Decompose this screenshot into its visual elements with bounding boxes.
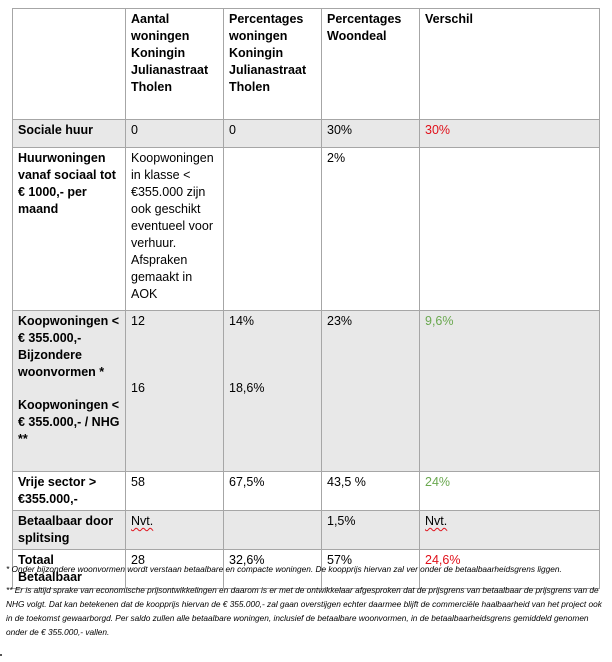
cell-pct-tholen-b: 18,6%	[229, 381, 265, 395]
cell-aantal: 58	[126, 472, 224, 511]
row-label	[13, 311, 126, 472]
cell-pct-tholen	[224, 148, 322, 311]
cell-aantal-b: 16	[131, 381, 145, 395]
header-percentages-woondeal: Percentages Woondeal	[322, 9, 420, 120]
cell-pct-woondeal: 1,5%	[322, 511, 420, 550]
row-label: Sociale huur	[13, 120, 126, 148]
housing-comparison-table	[12, 8, 600, 589]
row-label: Vrije sector > €355.000,-	[13, 472, 126, 511]
row-label: Huurwoningen vanaf sociaal tot € 1000,- per maand	[13, 148, 126, 311]
row-label: Betaalbaar door splitsing	[13, 511, 126, 550]
cell-verschil: 9,6%	[420, 311, 600, 472]
table-row-koopwoningen	[13, 311, 600, 472]
nvt-text: Nvt.	[425, 514, 448, 528]
cell-aantal: 28	[126, 550, 224, 589]
header-cell-empty	[13, 9, 126, 120]
table-row-vrije-sector	[13, 472, 600, 511]
cell-verschil	[420, 511, 600, 550]
cell-pct-woondeal: 23%	[322, 311, 420, 472]
cell-verschil: 30%	[420, 120, 600, 148]
row-label-bijzondere-woonvormen: Koopwoningen < € 355.000,- Bijzondere woonvormen *	[18, 314, 120, 379]
footnotes	[6, 562, 610, 639]
cell-pct-woondeal: 57%	[322, 550, 420, 589]
cell-pct-tholen: 67,5%	[224, 472, 322, 511]
cell-pct-tholen-a: 14%	[229, 314, 255, 328]
cell-aantal: Koopwoningen in klasse < €355.000 zijn ook geschikt eventueel voor verhuur. Afspraken gemaakt in AOK	[126, 148, 224, 311]
cell-pct-woondeal: 43,5 %	[322, 472, 420, 511]
cell-aantal	[126, 511, 224, 550]
cell-pct-woondeal: 30%	[322, 120, 420, 148]
header-aantal-woningen: Aantal woningen Koningin Julianastraat Tholen	[126, 9, 224, 120]
footnote-bijzondere-woonvormen: * Onder bijzondere woonvormen wordt verstaan betaalbare en compacte woningen. De koopprijs hiervan zal ver onder de betaalbaarheidsgrens liggen.	[6, 564, 562, 574]
table-row-sociale-huur	[13, 120, 600, 148]
header-verschil: Verschil	[420, 9, 600, 120]
table-row-betaalbaar-splitsing	[13, 511, 600, 550]
cell-aantal	[126, 311, 224, 472]
cell-verschil	[420, 148, 600, 311]
footnote-nhg: ** Er is altijd sprake van economische prijsontwikkelingen en daarom is er met de ontwikkelaar afgesproken dat de prijsgrens van betaalbaar de prijsgrens van de NHG volgt. Dat kan betekenen dat de koopprijs hiervan de € 355.000,- zal gaan overstijgen echter daarmee blijft de commerciële haalbaarheid van het project ook in de toekomst gewaarborgd. Per saldo zullen alle betaalbare woningen, inclusief de betaalbare woonvormen, in de betaalbaarheidsgrens gemiddeld genomen onder de € 355.000,- vallen.	[6, 585, 602, 637]
cell-pct-tholen	[224, 511, 322, 550]
cell-aantal: 0	[126, 120, 224, 148]
cell-pct-woondeal: 2%	[322, 148, 420, 311]
cell-verschil: 24%	[420, 472, 600, 511]
header-percentages-tholen: Percentages woningen Koningin Julianastraat Tholen	[224, 9, 322, 120]
table-row-huurwoningen	[13, 148, 600, 311]
cell-pct-tholen: 32,6%	[224, 550, 322, 589]
cell-verschil: 24,6%	[420, 550, 600, 589]
row-label: Totaal Betaalbaar	[13, 550, 126, 589]
row-label-nhg: Koopwoningen < € 355.000,- / NHG **	[18, 398, 120, 446]
header-row	[13, 9, 600, 120]
cell-aantal-a: 12	[131, 314, 145, 328]
cell-pct-tholen: 0	[224, 120, 322, 148]
nvt-text: Nvt.	[131, 514, 154, 528]
cell-pct-tholen	[224, 311, 322, 472]
page-marker-dot	[0, 654, 2, 656]
